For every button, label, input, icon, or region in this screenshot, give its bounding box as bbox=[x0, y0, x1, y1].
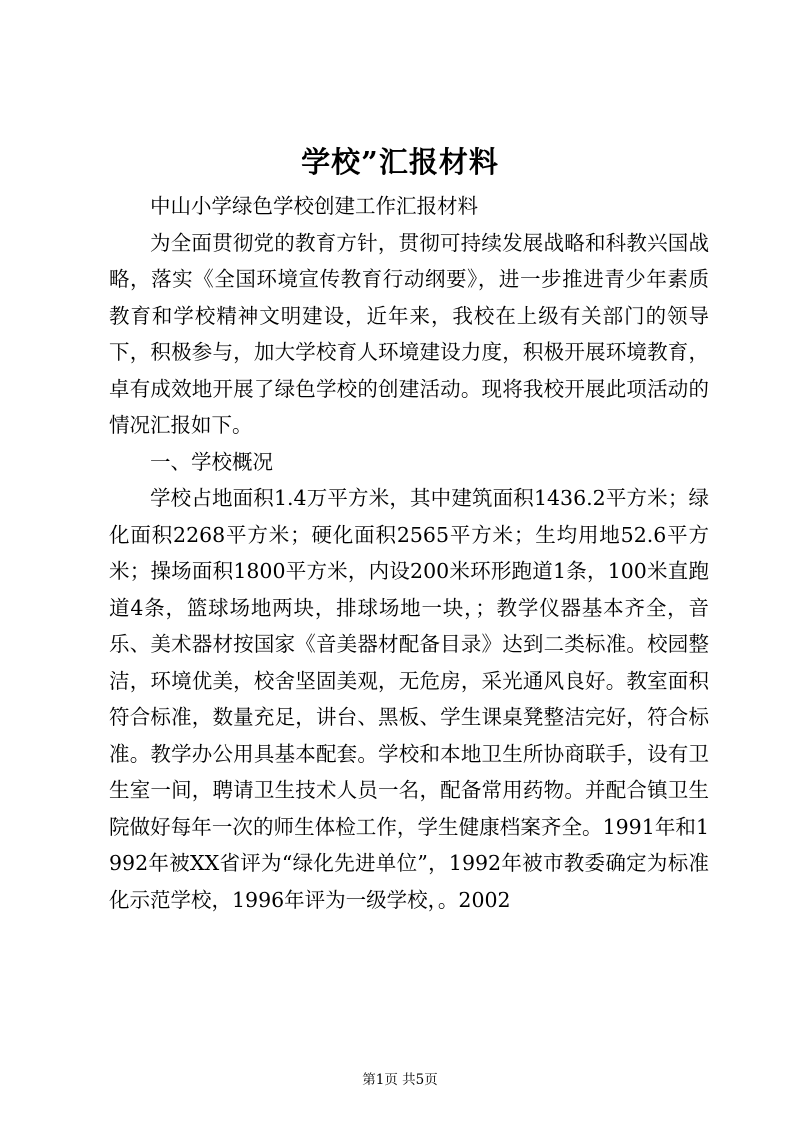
page-footer: 第1页 共5页 bbox=[362, 1072, 438, 1088]
intro-paragraph: 为全面贯彻党的教育方针，贯彻可持续发展战略和科教兴国战略，落实《全国环境宣传教育行动纲要》，进一步推进青少年素质教育和学校精神文明建设，近年来，我校在上级有关部门的领导下，积极参与，加大学校育人环境建设力度，积极开展环境教育，卓有成效地开展了绿色学校的创建活动。现将我校开展此项活动的情况汇报如下。 bbox=[109, 230, 709, 437]
document-title: 学校”汇报材料 bbox=[301, 145, 499, 179]
document-body bbox=[109, 188, 709, 918]
document-subtitle: 中山小学绿色学校创建工作汇报材料 bbox=[150, 194, 478, 218]
section-paragraph: 学校占地面积1.4万平方米，其中建筑面积1436.2平方米；绿化面积2268平方米；硬化面积2565平方米；生均用地52.6平方米；操场面积1800平方米，内设200米环形跑道1条，100米直跑道4条，篮球场地两块，排球场地一块，；教学仪器基本齐全，音乐、美术器材按国家《音美器材配备目录》达到二类标准。校园整洁，环境优美，校舍坚固美观，无危房，采光通风良好。教室面积符合标准，数量充足，讲台、黑板、学生课桌凳整洁完好，符合标准。教学办公用具基本配套。学校和本地卫生所协商联手，设有卫生室一间，聘请卫生技术人员一名，配备常用药物。并配合镇卫生院做好每年一次的师生体检工作，学生健康档案齐全。1991年和1992年被XX省评为“绿化先进单位”，1992年被市教委确定为标准化示范学校，1996年评为一级学校，。2002 bbox=[109, 486, 709, 912]
section-heading: 一、学校概况 bbox=[150, 449, 273, 474]
